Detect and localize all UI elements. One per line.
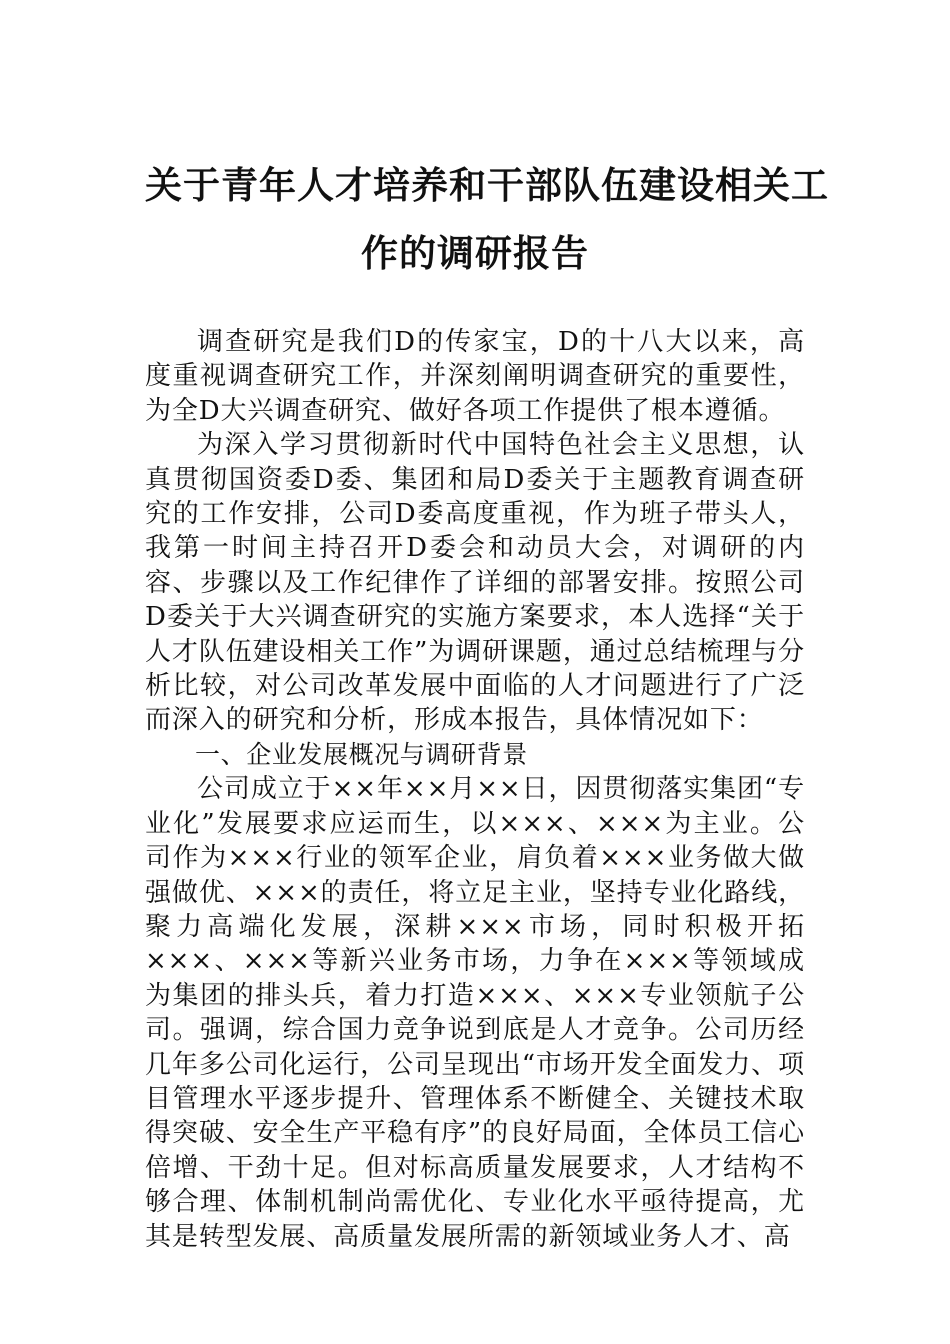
paragraph-company-overview: 公司成立于××年××月××日，因贯彻落实集团“专业化”发展要求应运而生，以×××、×××为主业。公司作为×××行业的领军企业，肩负着×××业务做大做强做优、×××的责任，将立足主业，坚持专业化路线，聚力高端化发展，深耕×××市场，同时积极开拓×××、×××等新兴业务市场，力争在×××等领域成为集团的排头兵，着力打造×××、×××专业领航子公司。强调，综合国力竞争说到底是人才竞争。公司历经几年多公司化运行，公司呈现出“市场开发全面发力、项目管理水平逐步提升、管理体系不断健全、关键技术取得突破、安全生产平稳有序”的良好局面，全体员工信心倍增、干劲十足。但对标高质量发展要求，人才结构不够合理、体制机制尚需优化、专业化水平亟待提高，尤其是转型发展、高质量发展所需的新领域业务人才、高 [145, 774, 805, 1252]
paragraph-purpose: 为深入学习贯彻新时代中国特色社会主义思想，认真贯彻国资委D委、集团和局D委关于主题教育调查研究的工作安排，公司D委高度重视，作为班子带头人，我第一时间主持召开D委会和动员大会，对调研的内容、步骤以及工作纪律作了详细的部署安排。按照公司D委关于大兴调查研究的实施方案要求，本人选择“关于人才队伍建设相关工作”为调研课题，通过总结梳理与分析比较，对公司改革发展中面临的人才问题进行了广泛而深入的研究和分析，形成本报告，具体情况如下： [145, 430, 805, 736]
section-heading: 一、企业发展概况与调研背景 [195, 739, 528, 769]
document-title-line-2: 作的调研报告 [361, 231, 589, 275]
document-title-line-1: 关于青年人才培养和干部队伍建设相关工 [145, 163, 829, 207]
document-body [145, 325, 805, 1254]
paragraph-intro: 调查研究是我们D的传家宝，D的十八大以来，高度重视调查研究工作，并深刻阐明调查研究的重要性，为全D大兴调查研究、做好各项工作提供了根本遵循。 [145, 327, 805, 426]
